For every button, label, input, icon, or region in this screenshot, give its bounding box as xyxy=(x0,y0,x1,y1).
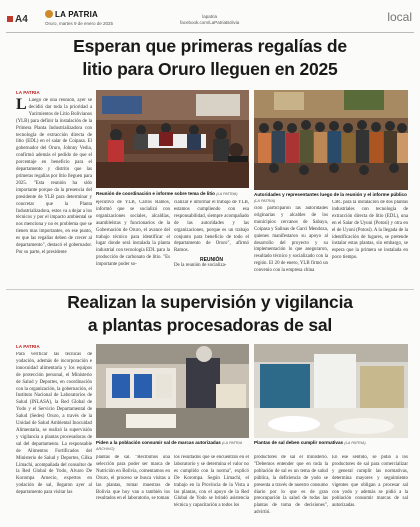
headline-1-line-2: litio para Oruro lleguen en 2025 xyxy=(82,59,338,79)
story1-byline: LA PATRIA xyxy=(16,90,40,95)
story1-column-3: cializar e informar el trabajo de YLB, estamos cumpliendo con esa responsabilidad, siempre acompañado de las autoridades y las organizaciones, porque es un trabajo conjunto para beneficio de todo el departamento de Oruro", afirmó Ramos. REUNIÓN De la reunión de socializa- xyxy=(174,200,249,269)
meeting-photo xyxy=(96,90,249,188)
page-number: A4 xyxy=(7,14,28,25)
story1-column-4: ción participaron las autoridades originarias y alcaldes de los municipios cercanos de Sabaya, Coipasa y Salinas de Garci Mendoza, quienes manifestaron su apoyo al desarrollo del proyecto y su implementación lo que aseguraron, resultado técnico y socializado con la región. El 20 de enero, YLB firmó un convenio con la empresa china xyxy=(254,206,328,274)
story1-column-2: ejecutivo de YLB, Carlos Ramos, informó que se socializó con organizaciones sociales, alcaldías, asambleístas y funcionarios de la Gobernación de Oruro, el avance del trabajo técnico para identificar el lugar donde será instalada la planta industrial con tecnología EDL para la producción de carbonato de litio. "Es importante poder so- xyxy=(96,200,170,268)
story1-caption-2: Autoridades y representantes luego de la reunión y el informe público (LA PATRIA) xyxy=(254,192,407,203)
salt-packaging-photo xyxy=(96,344,249,438)
story-divider xyxy=(6,289,414,290)
newspaper-brand: LA PATRIA xyxy=(45,10,98,19)
dropcap: L xyxy=(16,98,27,113)
story2-byline: LA PATRIA xyxy=(16,344,40,349)
story2-column-3: los resultados que se encuentran en el laboratorio y se determina el valor no es cumplido con la norma", explicó De Korompa. Según Limachi, el trabajo en la Provincia de la Vista a las plantas, con el apoyo de la Red Global de Yodo se brindó asistencia técnica y capacitación a todos los xyxy=(174,455,249,509)
sun-logo-icon xyxy=(45,10,53,18)
story2-column-5: En ese sentido, se pidió a los productores de sal para comercializar y general cumplir las normativas, determina mayores y seguimiento vigentes que obligan a procesar sal con yodo y además se pidió a la población consumir marcas de sal autorizadas. xyxy=(332,455,408,509)
story1-column-5: CBC para la instalación de dos plantas industriales con tecnología de extracción directa de litio (EDL), una en el Salar de Uyuni (Potosí) y otra en el de Uyuni (Potosí). A la llegada de la identificación de lugares, se pretende instalar estas plantas, sin embargo, se espera que la primera se instalada en poco tiempo. xyxy=(332,200,408,261)
salt-plant-photo xyxy=(254,344,408,438)
page-header xyxy=(0,0,420,34)
story2-caption-2: Plantas de sal deben cumplir normativas (LA PATRIA) xyxy=(254,440,366,445)
section-label: local xyxy=(387,10,412,24)
story2-column-2: plantas de sal. "Recibimos una selección para poder ser marca de Nutrición en Bolivia, comentamos en Oruro, el proceso se busca visitas a las plantas, tomar muestras de Bolivia que hoy van a también los resultados en el laboratorio, se toman xyxy=(96,455,170,502)
headline-1-line-1: Esperan que primeras regalías de xyxy=(73,36,347,56)
dateline: Oruro, martes 9 de enero de 2025 xyxy=(45,21,114,26)
group-photo xyxy=(254,90,408,190)
story1-caption-1: Reunión de coordinación e informe sobre tema de litio (LA PATRIA) xyxy=(96,191,238,196)
social-links: lapatria facebook.com/LaPatriaBolivia xyxy=(180,14,240,25)
story1-column-1: L Luego de una reunión, ayer se decidió dar toda la prioridad a Yacimientos de Litio Bolivianos (YLB) para definir la instalación de la Primera Planta Industrializadora con tecnología de extracción directa de litio (EDL) en el salar de Coipasa. El gobernador del Oruro, Johnny Vedia, confirmó además el pedido de que el porcentaje en beneficio para el departamento y distrito que las primeras regalías por litio lleguen para 2025. "Esta reunión ha sido importante porque da la presencia del presidente de YLB para determinar y concretar que la Planta Industrializadora, estos va a dejar a los técnicos y por el impacto ambiental se nos menciona y no es problema que se tienen mas importantes, en ese punto, es que las regalías deben de crecer al departamento", destacó el gobernador. Por su parte, el presidente xyxy=(16,98,92,255)
header-rule xyxy=(6,32,414,33)
story2-column-1: Para verificar las técnicas de yodación, además de incorporación e innocuidad alimentaria y los equipos de protección personal, el Ministerio de Salud y Deportes, en coordinación con la organización, la gobernación, el Instituto Nacional de Laboratorios de Salud (INLASA), la Red Global de Yodo y el Servicio Departamental de Salud (Sedes) Oruro, a través de la Unidad de Salud Ambiental Inocuidad Alimentaria, se realizó la supervisión y vigilancia a plantas procesadoras de sal del departamento. La responsable de Alimentos Fortificados del Ministerio de Salud y Deportes, Gilka Limachi, acompañada del consultor de la Red Global de Yodo, Alvaro De Korompa Arnecio, expertos en yodación de sal, llegaron ayer al departamento para visitar las xyxy=(16,352,92,496)
story2-caption-1: Piden a la población consumir sal de marcas autorizadas (LA PATRIA ARCHIVO) xyxy=(96,440,242,451)
story2-column-4: productores de sal el ministerio. "Debemos entender que en toda la población de sal es un tema de salud pública, la deficiencia de yodo se presenta a través de nuestro consumo diario por lo que es de gran preocupación la salud de todas las plantas de toma de decisiones", advirtió. xyxy=(254,455,328,516)
headline-2-line-2: a plantas procesadoras de sal xyxy=(87,315,333,335)
headline-2-line-1: Realizan la supervisión y vigilancia xyxy=(67,292,353,312)
